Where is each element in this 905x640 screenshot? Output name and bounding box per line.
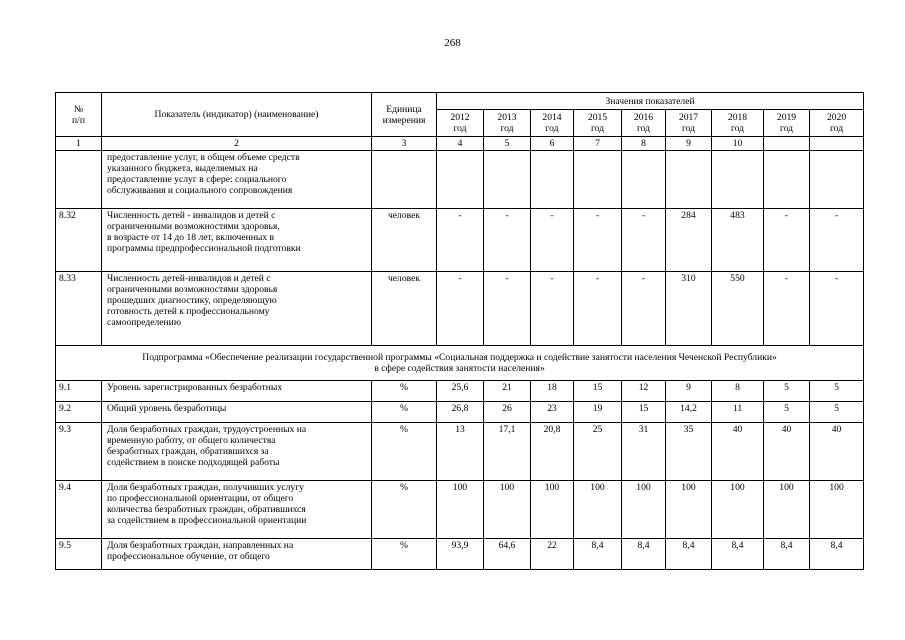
row-value: 8,4 xyxy=(622,539,666,570)
row-value: 13 xyxy=(437,423,484,481)
row-indicator-name: Общий уровень безработицы xyxy=(102,402,372,423)
row-value: 40 xyxy=(810,423,864,481)
row-unit: человек xyxy=(372,209,437,272)
header-year: 2014 год xyxy=(531,110,574,137)
row-value: 100 xyxy=(712,481,764,539)
row-value: 15 xyxy=(622,402,666,423)
row-value: 9 xyxy=(666,381,712,402)
row-value: 100 xyxy=(810,481,864,539)
row-value: 14,2 xyxy=(666,402,712,423)
header-num: № п/п xyxy=(56,93,102,137)
row-value: 23 xyxy=(531,402,574,423)
row-value: 26,8 xyxy=(437,402,484,423)
row-indicator-name: Доля безработных граждан, направленных на профессиональное обучение, от общего xyxy=(102,539,372,570)
row-value xyxy=(764,151,810,209)
row-unit: человек xyxy=(372,272,437,346)
row-value: 64,6 xyxy=(484,539,531,570)
table-body xyxy=(56,151,864,570)
column-index-cell: 1 xyxy=(56,137,102,151)
row-value: - xyxy=(574,272,622,346)
row-value xyxy=(531,151,574,209)
row-value: 100 xyxy=(764,481,810,539)
row-value: 8 xyxy=(712,381,764,402)
row-value: - xyxy=(622,272,666,346)
row-value: 5 xyxy=(810,381,864,402)
header-year: 2013 год xyxy=(484,110,531,137)
column-index-cell xyxy=(810,137,864,151)
row-unit: % xyxy=(372,481,437,539)
row-value: - xyxy=(810,209,864,272)
row-value: - xyxy=(622,209,666,272)
row-value xyxy=(712,151,764,209)
row-indicator-name: Численность детей - инвалидов и детей с ограниченными возможностями здоровья, в возрасте от 14 до 18 лет, включенных в программы предпрофессиональной подготовки xyxy=(102,209,372,272)
row-number: 9.5 xyxy=(56,539,102,570)
row-value: 310 xyxy=(666,272,712,346)
header-year: 2017 год xyxy=(666,110,712,137)
header-year: 2018 год xyxy=(712,110,764,137)
row-value: 19 xyxy=(574,402,622,423)
row-value: 25,6 xyxy=(437,381,484,402)
header-year: 2012 год xyxy=(437,110,484,137)
row-number: 9.4 xyxy=(56,481,102,539)
row-value: 31 xyxy=(622,423,666,481)
row-number: 9.1 xyxy=(56,381,102,402)
row-value: 284 xyxy=(666,209,712,272)
row-unit xyxy=(372,151,437,209)
row-indicator-name: предоставление услуг, в общем объеме средств указанного бюджета, выделяемых на предоставление услуг в сфере: социального обслуживания и социального сопровождения xyxy=(102,151,372,209)
table-row xyxy=(56,481,864,539)
row-value: 8,4 xyxy=(666,539,712,570)
row-value: 100 xyxy=(484,481,531,539)
row-value xyxy=(622,151,666,209)
row-value: 26 xyxy=(484,402,531,423)
header-year: 2020 год xyxy=(810,110,864,137)
row-value xyxy=(574,151,622,209)
row-number xyxy=(56,151,102,209)
row-value xyxy=(666,151,712,209)
row-value xyxy=(484,151,531,209)
row-indicator-name: Доля безработных граждан, получивших услугу по профессиональной ориентации, от общего количества безработных граждан, обратившихся за содействием в профессиональной ориентации xyxy=(102,481,372,539)
table-row xyxy=(56,209,864,272)
row-value: 22 xyxy=(531,539,574,570)
column-index-cell xyxy=(764,137,810,151)
row-value: - xyxy=(531,272,574,346)
header-index-row xyxy=(56,137,864,151)
row-value: 100 xyxy=(531,481,574,539)
row-value: - xyxy=(484,272,531,346)
header-indicator: Показатель (индикатор) (наименование) xyxy=(102,93,372,137)
table-row xyxy=(56,402,864,423)
table-header xyxy=(56,93,864,151)
header-year: 2016 год xyxy=(622,110,666,137)
table-row xyxy=(56,423,864,481)
column-index-cell: 4 xyxy=(437,137,484,151)
indicators-table xyxy=(55,92,864,570)
row-value: 12 xyxy=(622,381,666,402)
row-number: 8.33 xyxy=(56,272,102,346)
header-unit: Единица измерения xyxy=(372,93,437,137)
row-value: 35 xyxy=(666,423,712,481)
table-row xyxy=(56,151,864,209)
row-value: - xyxy=(531,209,574,272)
row-value: 93,9 xyxy=(437,539,484,570)
row-value: 5 xyxy=(764,381,810,402)
row-value: 100 xyxy=(666,481,712,539)
row-value: 18 xyxy=(531,381,574,402)
row-value: 100 xyxy=(574,481,622,539)
row-number: 9.3 xyxy=(56,423,102,481)
row-value: - xyxy=(484,209,531,272)
table-row xyxy=(56,539,864,570)
row-number: 8.32 xyxy=(56,209,102,272)
row-indicator-name: Доля безработных граждан, трудоустроенных на временную работу, от общего количества безработных граждан, обратившихся за содействием в поиске подходящей работы xyxy=(102,423,372,481)
row-value: 15 xyxy=(574,381,622,402)
row-indicator-name: Уровень зарегистрированных безработных xyxy=(102,381,372,402)
row-value: 21 xyxy=(484,381,531,402)
row-value: - xyxy=(764,209,810,272)
row-unit: % xyxy=(372,423,437,481)
row-value: 483 xyxy=(712,209,764,272)
column-index-cell: 10 xyxy=(712,137,764,151)
table-row xyxy=(56,272,864,346)
header-year: 2015 год xyxy=(574,110,622,137)
row-value: - xyxy=(437,209,484,272)
row-value: - xyxy=(437,272,484,346)
row-value: 550 xyxy=(712,272,764,346)
subprogram-title: Подпрограмма «Обеспечение реализации государственной программы «Социальная поддержка и содействие занятости населения Чеченской Республики» в сфере содействия занятости населения» xyxy=(56,346,864,381)
row-value: 8,4 xyxy=(810,539,864,570)
row-value: - xyxy=(574,209,622,272)
row-value xyxy=(437,151,484,209)
row-value: 8,4 xyxy=(712,539,764,570)
row-unit: % xyxy=(372,402,437,423)
column-index-cell: 8 xyxy=(622,137,666,151)
row-value: 5 xyxy=(810,402,864,423)
row-value: 11 xyxy=(712,402,764,423)
row-unit: % xyxy=(372,381,437,402)
header-year: 2019 год xyxy=(764,110,810,137)
column-index-cell: 6 xyxy=(531,137,574,151)
row-value xyxy=(810,151,864,209)
column-index-cell: 9 xyxy=(666,137,712,151)
row-value: 25 xyxy=(574,423,622,481)
row-value: 8,4 xyxy=(574,539,622,570)
column-index-cell: 7 xyxy=(574,137,622,151)
column-index-cell: 3 xyxy=(372,137,437,151)
row-value: 40 xyxy=(764,423,810,481)
row-value: 20,8 xyxy=(531,423,574,481)
table-row xyxy=(56,381,864,402)
row-number: 9.2 xyxy=(56,402,102,423)
row-value: - xyxy=(810,272,864,346)
row-value: 8,4 xyxy=(764,539,810,570)
row-value: 5 xyxy=(764,402,810,423)
row-unit: % xyxy=(372,539,437,570)
column-index-cell: 5 xyxy=(484,137,531,151)
column-index-cell: 2 xyxy=(102,137,372,151)
row-value: - xyxy=(764,272,810,346)
header-values: Значения показателей xyxy=(437,93,864,110)
row-indicator-name: Численность детей-инвалидов и детей с ограниченными возможностями здоровья прошедших диагностику, определяющую готовность детей к профессиональному самоопределению xyxy=(102,272,372,346)
row-value: 17,1 xyxy=(484,423,531,481)
row-value: 40 xyxy=(712,423,764,481)
row-value: 100 xyxy=(437,481,484,539)
page-number: 268 xyxy=(444,37,461,49)
row-value: 100 xyxy=(622,481,666,539)
subprogram-row xyxy=(56,346,864,381)
